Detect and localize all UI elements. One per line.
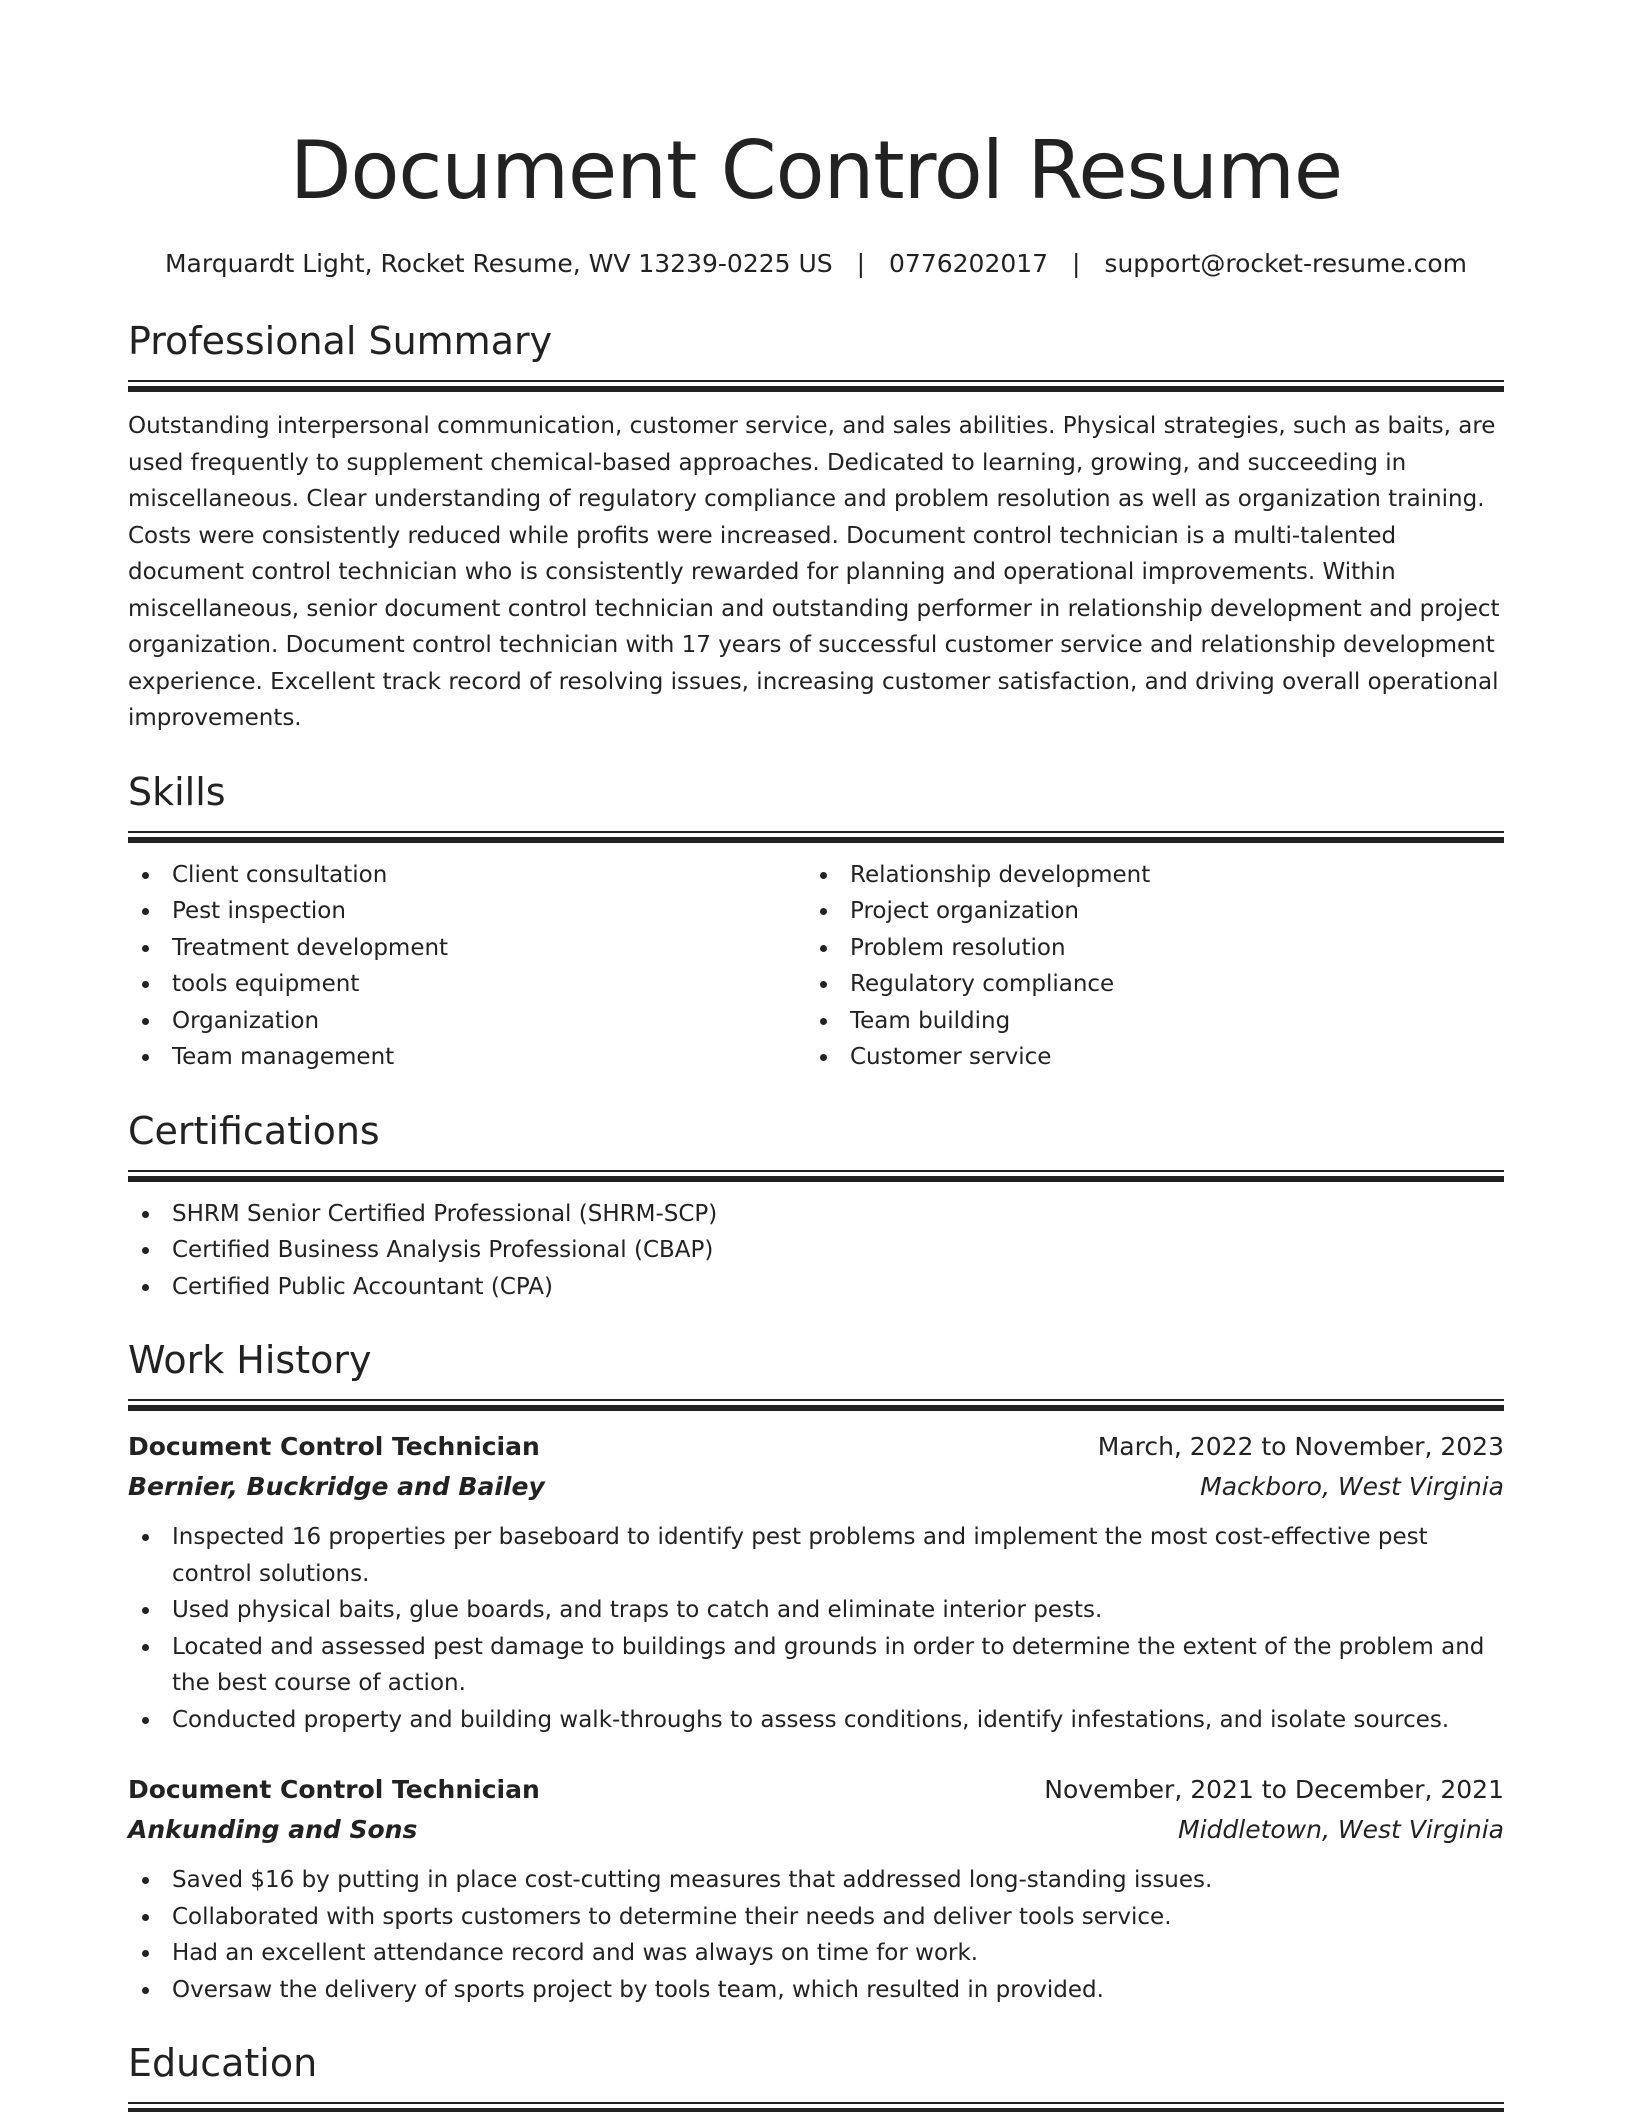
contact-email: support@rocket-resume.com [1104,249,1468,278]
skill-item: Organization [128,1003,806,1040]
skill-item: Problem resolution [806,930,1484,967]
job-bullet: Oversaw the delivery of sports project by tools team, which resulted in provided. [128,1972,1504,2009]
work-history-section [128,1335,1504,2008]
skills-section [128,767,1504,1076]
job-bullet-list [128,1862,1504,2008]
certification-item: Certified Public Accountant (CPA) [128,1269,1504,1306]
job-bullet: Had an excellent attendance record and was always on time for work. [128,1935,1504,1972]
contact-line [128,246,1504,282]
certification-item: Certified Business Analysis Professional (CBAP) [128,1232,1504,1269]
section-divider [128,831,1504,843]
job-title: Document Control Technician [128,1775,540,1804]
section-divider [128,2102,1504,2112]
skill-item: tools equipment [128,966,806,1003]
job-subheader [128,1810,1504,1850]
resume-page [128,0,1504,2112]
summary-section [128,316,1504,737]
contact-separator: | [1072,249,1081,278]
job-dates: November, 2021 to December, 2021 [1044,1775,1504,1804]
section-heading-skills: Skills [128,769,226,814]
job-header [128,1770,1504,1810]
job-location: Mackboro, West Virginia [1200,1472,1504,1501]
job-location: Middletown, West Virginia [1178,1815,1504,1844]
job-bullet: Saved $16 by putting in place cost-cutting measures that addressed long-standing issues. [128,1862,1504,1899]
skill-item: Relationship development [806,857,1484,894]
section-heading-work-history: Work History [128,1338,372,1382]
skills-grid [128,857,1504,1076]
section-heading-education: Education [128,2041,318,2085]
contact-address: Marquardt Light, Rocket Resume, WV 13239-0225 US [164,249,833,278]
section-heading-certifications: Certifications [128,1108,380,1153]
job-bullet: Inspected 16 properties per baseboard to identify pest problems and implement the most cost-effective pest control solutions. [128,1519,1504,1592]
job-bullet: Conducted property and building walk-throughs to assess conditions, identify infestations, and isolate sources. [128,1702,1504,1739]
job-bullet: Used physical baits, glue boards, and traps to catch and eliminate interior pests. [128,1592,1504,1629]
job-header [128,1427,1504,1467]
skill-item: Pest inspection [128,893,806,930]
skills-list-left [128,857,806,1076]
section-heading-summary: Professional Summary [128,319,553,363]
section-divider [128,1399,1504,1411]
job-dates: March, 2022 to November, 2023 [1097,1432,1504,1461]
section-divider [128,380,1504,392]
job-company: Bernier, Buckridge and Bailey [128,1472,545,1501]
skills-list-right [806,857,1484,1076]
job-bullet: Located and assessed pest damage to buildings and grounds in order to determine the extent of the problem and the best course of action. [128,1629,1504,1702]
skill-item: Regulatory compliance [806,966,1484,1003]
certification-item: SHRM Senior Certified Professional (SHRM-SCP) [128,1196,1504,1233]
job-company: Ankunding and Sons [128,1815,418,1844]
skill-item: Customer service [806,1039,1484,1076]
contact-separator: | [856,249,866,278]
certifications-list [128,1196,1504,1306]
job-subheader [128,1467,1504,1507]
skill-item: Treatment development [128,930,806,967]
skill-item: Team building [806,1003,1484,1040]
skill-item: Project organization [806,893,1484,930]
job-bullet: Collaborated with sports customers to determine their needs and deliver tools service. [128,1899,1504,1936]
job-entry [128,1770,1504,2008]
job-bullet-list [128,1519,1504,1738]
education-section [128,2038,1504,2112]
skill-item: Team management [128,1039,806,1076]
job-entry [128,1427,1504,1738]
skill-item: Client consultation [128,857,806,894]
job-title: Document Control Technician [128,1432,540,1461]
contact-phone: 0776202017 [889,249,1049,278]
certifications-section [128,1106,1504,1306]
summary-text: Outstanding interpersonal communication, customer service, and sales abilities. Physical strategies, such as baits, are used frequently to supplement chemical-based approaches. Dedicated to learning, growing, and succeeding in miscellaneous. Clear understanding of regulatory compliance and problem resolution as well as organization training. Costs were consistently reduced while profits were increased. Document control technician is a multi-talented document control technician who is consistently rewarded for planning and operational improvements. Within miscellaneous, senior document control technician and outstanding performer in relationship development and project organization. Document control technician with 17 years of successful customer service and relationship development experience. Excellent track record of resolving issues, increasing customer satisfaction, and driving overall operational improvements. [128,413,1500,731]
page-title: Document Control Resume [289,124,1343,217]
section-divider [128,1170,1504,1182]
